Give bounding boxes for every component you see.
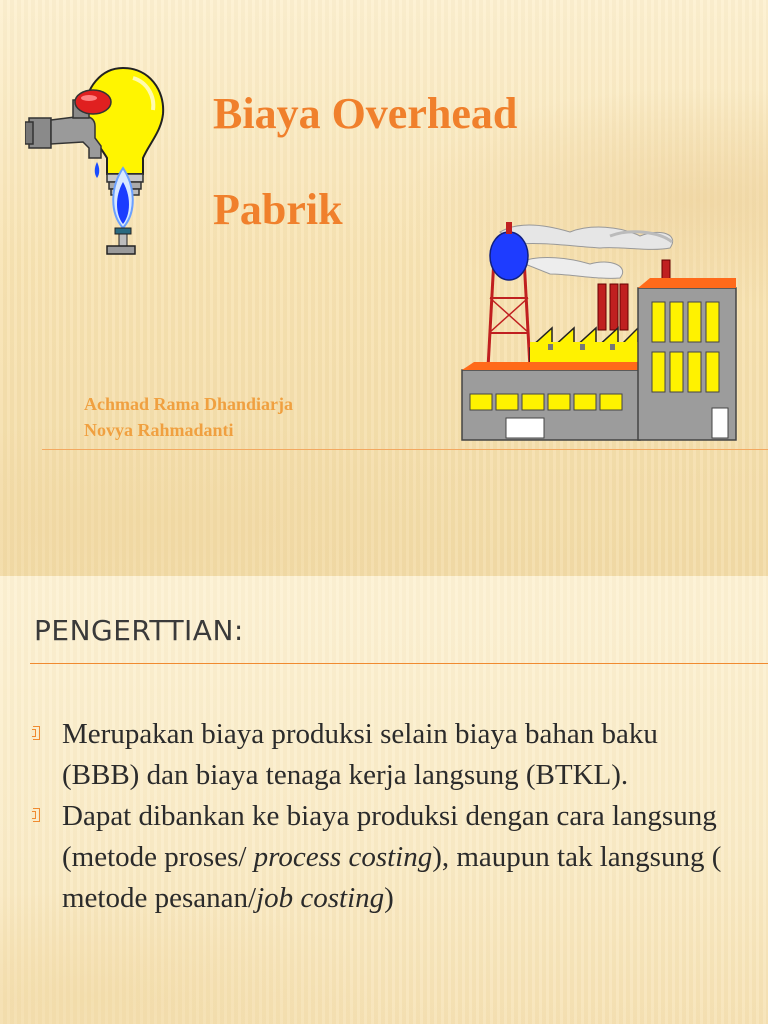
title-divider (42, 449, 768, 450)
bullet-marker-icon (33, 808, 40, 822)
bullet-text-2c: ), maupun tak langsung ( metode pesanan/ (62, 841, 722, 914)
utilities-clipart (25, 62, 170, 258)
author-name-1: Achmad Rama Dhandiarja (84, 394, 294, 414)
bullet-text-2e: ) (384, 882, 394, 914)
bullet-text-2a: Dapat dibankan ke biaya produksi dengan cara langsung (metode proses/ (62, 800, 717, 873)
bullet-item-1 (33, 714, 733, 796)
bullet-text-2d: job costing (256, 882, 385, 914)
definition-slide (0, 576, 768, 1024)
bullet-text-2b: process costing (253, 841, 433, 873)
bullet-list (33, 714, 733, 919)
author-name-2: Novya Rahmadanti (84, 420, 234, 440)
slide-title-line1: Biaya Overhead (213, 89, 518, 138)
bullet-item-2 (33, 796, 733, 919)
heading-divider (30, 663, 768, 664)
slide-heading: PENGERTTIAN: (34, 614, 244, 647)
bullet-marker-icon (33, 726, 40, 740)
water-tower-icon (488, 222, 530, 368)
slide-title-line2: Pabrik (213, 185, 343, 234)
factory-icon (460, 218, 740, 444)
bullet-text-1: Merupakan biaya produksi selain biaya bahan baku (BBB) dan biaya tenaga kerja langsung (BTKL). (62, 718, 658, 791)
